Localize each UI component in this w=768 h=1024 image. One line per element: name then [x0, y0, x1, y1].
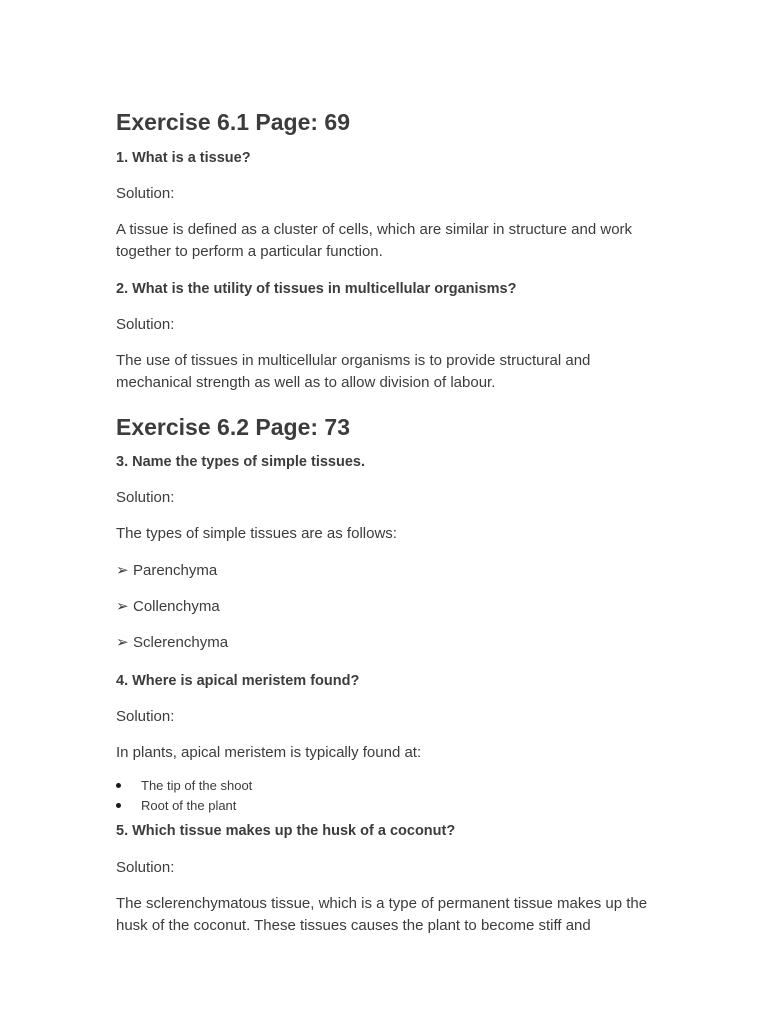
answer-2: The use of tissues in multicellular organisms is to provide structural and mechanical strength as well as to allow division of labour. — [116, 352, 591, 391]
answer-4-intro: In plants, apical meristem is typically found at: — [116, 744, 422, 761]
question-5: 5. Which tissue makes up the husk of a coconut? — [116, 823, 456, 839]
question-4: 4. Where is apical meristem found? — [116, 673, 360, 689]
list-item-label: Sclerenchyma — [133, 634, 229, 651]
list-item — [116, 596, 220, 618]
list-item — [116, 560, 217, 582]
list-item — [138, 796, 236, 816]
answer-1: A tissue is defined as a cluster of cells, which are similar in structure and work together to perform a particular function. — [116, 221, 633, 260]
section-heading-exercise-6-1: Exercise 6.1 Page: 69 — [116, 109, 350, 135]
solution-label-4: Solution: — [116, 708, 175, 725]
question-2: 2. What is the utility of tissues in multicellular organisms? — [116, 281, 517, 297]
list-item-label: The tip of the shoot — [141, 778, 253, 793]
arrow-bullet-icon: ➢ — [116, 598, 129, 615]
list-item — [116, 632, 228, 654]
list-item-label: Collenchyma — [133, 598, 220, 615]
solution-label-3: Solution: — [116, 489, 175, 506]
arrow-bullet-icon: ➢ — [116, 562, 129, 579]
solution-label-2: Solution: — [116, 316, 175, 333]
answer-3-intro: The types of simple tissues are as follows: — [116, 525, 397, 542]
list-item-label: Root of the plant — [141, 798, 237, 813]
list-item-label: Parenchyma — [133, 562, 218, 579]
solution-label-1: Solution: — [116, 185, 175, 202]
bullet-dot-icon — [116, 803, 121, 808]
answer-5: The sclerenchymatous tissue, which is a type of permanent tissue makes up the husk of the coconut. These tissues causes the plant to become stiff and — [116, 895, 648, 934]
solution-label-5: Solution: — [116, 859, 175, 876]
question-3: 3. Name the types of simple tissues. — [116, 454, 366, 470]
question-1: 1. What is a tissue? — [116, 150, 251, 166]
list-item — [138, 776, 252, 796]
bullet-dot-icon — [116, 783, 121, 788]
section-heading-exercise-6-2: Exercise 6.2 Page: 73 — [116, 414, 350, 440]
arrow-bullet-icon: ➢ — [116, 634, 129, 651]
